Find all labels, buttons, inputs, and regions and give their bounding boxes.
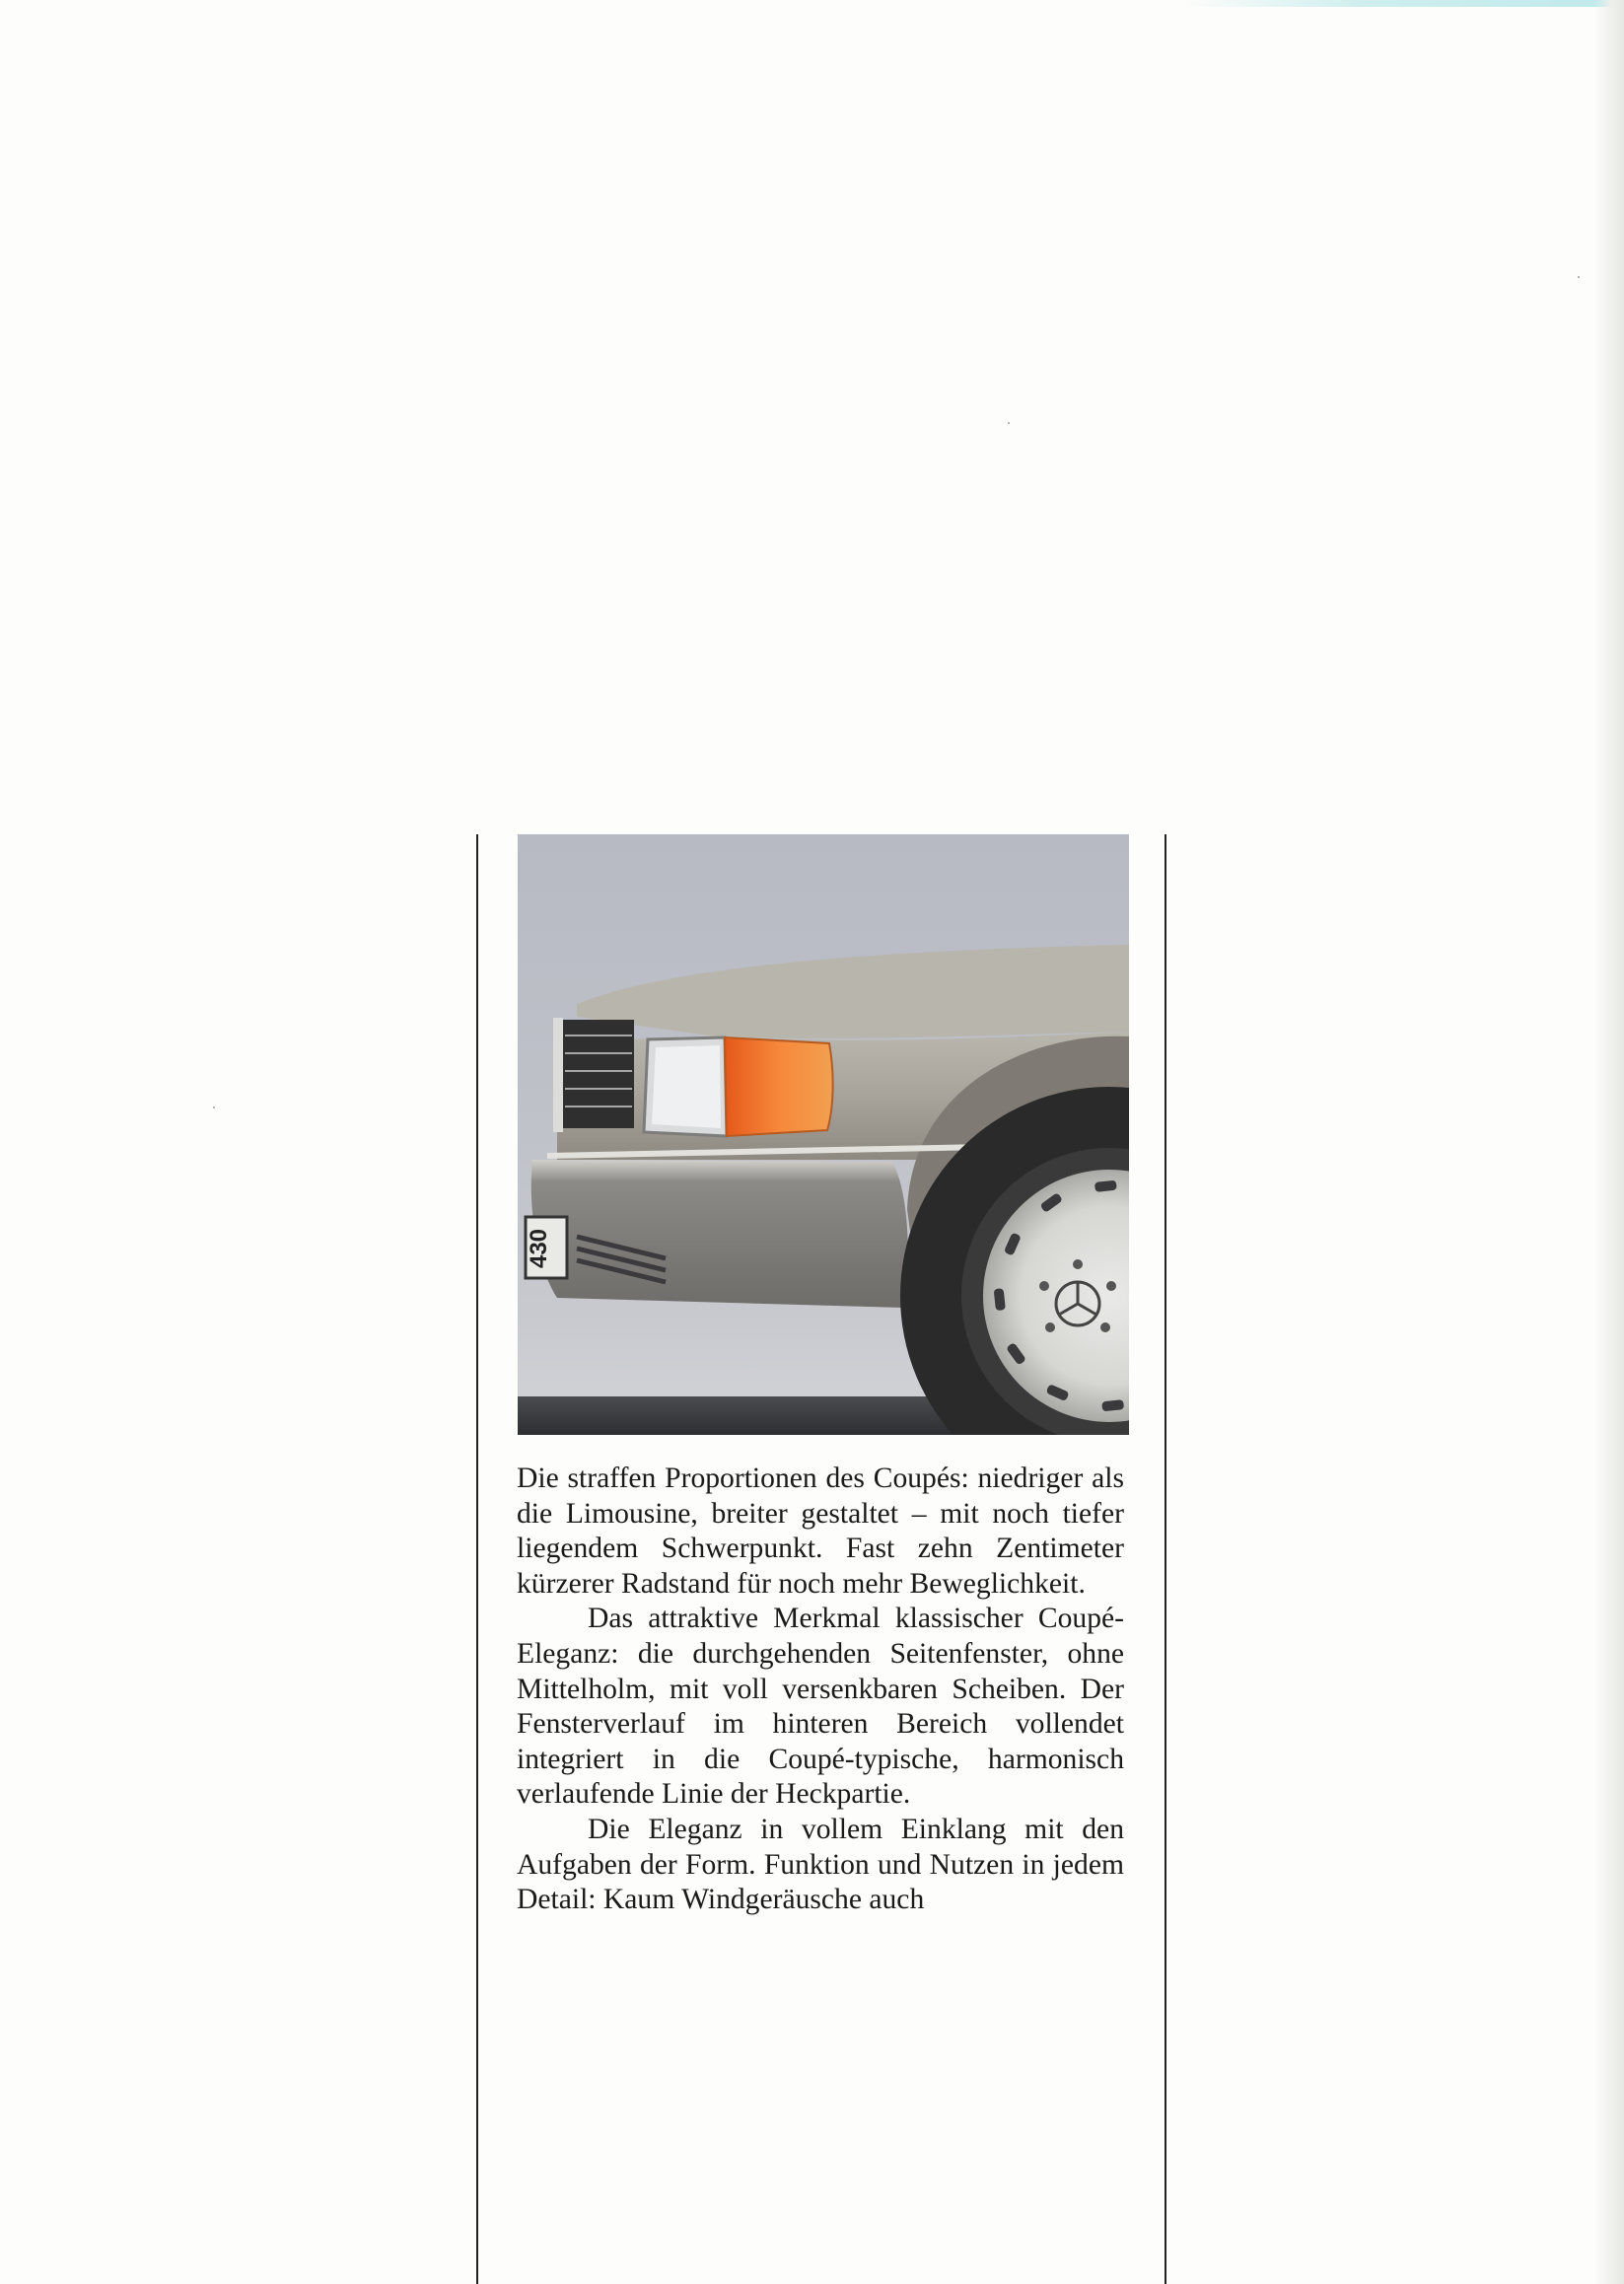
paragraph-3: Die Eleganz in vollem Einklang mit den Aufgaben der Form. Funktion und Nutzen in jedem Detail: Kaum Windgeräusche auch (517, 1813, 1124, 1916)
page-edge-top (1183, 0, 1624, 7)
paper-speck (213, 1106, 215, 1108)
headlamp (644, 1037, 727, 1136)
car-front-photo (518, 834, 1129, 1435)
car-hood (577, 945, 1129, 1038)
paragraph-2: Das attraktive Merkmal klassischer Coupé-Eleganz: die durchgehenden Seitenfenster, ohne Mittelholm, mit voll versenkbaren Scheiben. Der Fensterverlauf im hinteren Bereich vollendet integriert in die Coupé-typische, harmonisch verlaufende Linie der Heckpartie. (517, 1603, 1124, 1811)
turn-indicator (725, 1037, 833, 1136)
licence-plate-text: 430 (526, 1228, 552, 1269)
page-edge-right (1594, 0, 1624, 2284)
article-body (517, 1462, 1124, 1918)
car-illustration (518, 834, 1129, 1435)
column-rule-right (1165, 834, 1166, 2284)
column-rule-left (476, 834, 478, 2284)
paper-speck (1008, 422, 1010, 424)
paragraph-1: Die straffen Proportionen des Coupés: niedriger als die Limousine, breiter gestaltet – mit noch tiefer liegendem Schwerpunkt. Fast zehn Zentimeter kürzerer Radstand für noch mehr Beweglichkeit. (517, 1463, 1124, 1600)
licence-plate (526, 1217, 567, 1278)
radiator-grille (553, 1018, 634, 1132)
paper-speck (1578, 276, 1580, 278)
front-bumper (531, 1160, 908, 1308)
